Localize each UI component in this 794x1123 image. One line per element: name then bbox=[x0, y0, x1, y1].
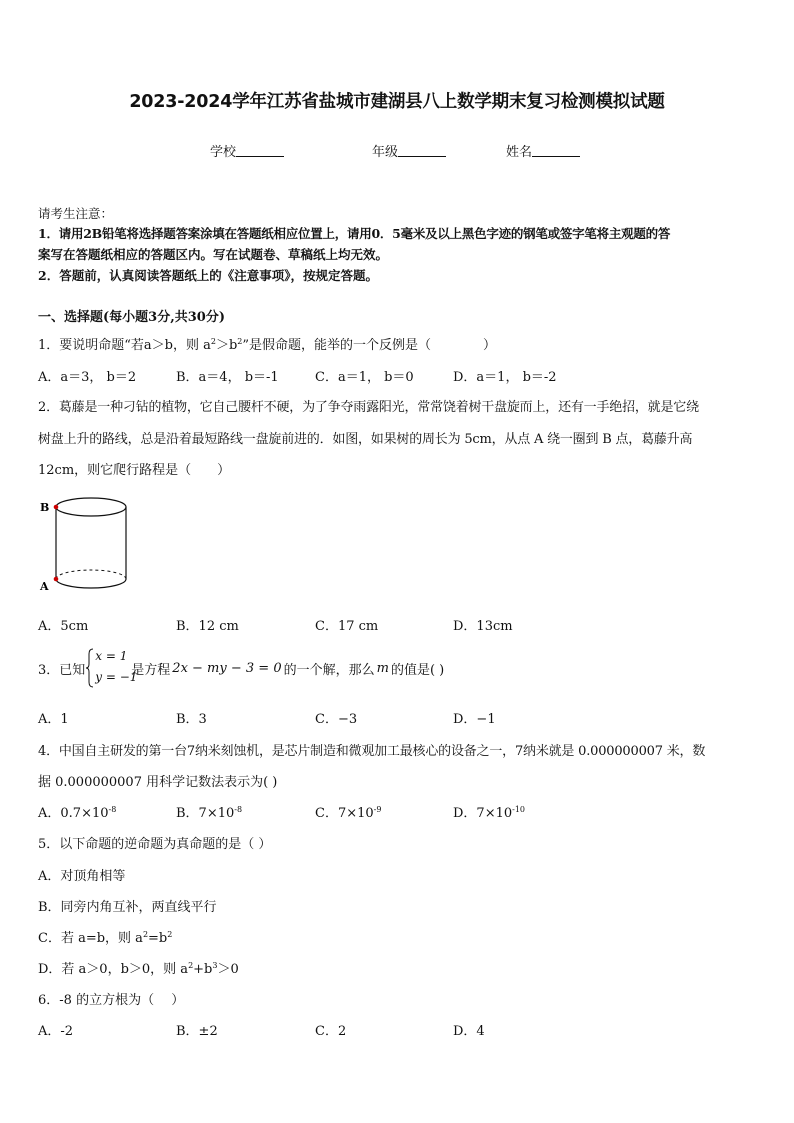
q5-option-d: D．若 a＞0，b＞0，则 $a^2+b^3>0$ bbox=[38, 961, 239, 977]
question-3-stem: 3．已知 x = 1 y = −1 是方程 2x − my − 3 = 0 的一个解，那么 m 的值是( ) bbox=[38, 647, 444, 689]
question-2-line-1: 2．葛藤是一种刁钻的植物，它自己腰杆不硬，为了争夺雨露阳光，常常饶着树干盘旋而上，还有一手绝招，就是它绕 bbox=[38, 400, 699, 415]
q2-option-b: B．12 cm bbox=[176, 619, 239, 634]
q1-option-d: D．a＝1， b＝-2 bbox=[453, 370, 557, 385]
school-label: 学校 bbox=[210, 145, 237, 160]
question-6-stem: 6．-8 的立方根为（ ） bbox=[38, 993, 185, 1008]
q4-option-b: B．$7\times 10^{-8}$ bbox=[176, 805, 243, 821]
q3-option-c: C．−3 bbox=[315, 712, 358, 727]
q5-option-a: A．对顶角相等 bbox=[38, 869, 126, 884]
question-1-stem: 1．要说明命题“若a＞b，则 $a^2>b^2$”是假命题，能举的一个反例是（ ） bbox=[38, 337, 497, 353]
cylinder-top-ellipse bbox=[56, 498, 126, 516]
point-a-marker bbox=[54, 577, 59, 582]
point-a-label: A bbox=[40, 580, 49, 593]
q1-option-c: C．a＝1， b＝0 bbox=[315, 370, 414, 385]
system-eq-2: y = −1 bbox=[95, 670, 138, 684]
q3-option-b: B．3 bbox=[176, 712, 207, 727]
q6-option-c: C．2 bbox=[315, 1024, 347, 1039]
notice-line-1b: 案写在答题纸相应的答题区内。写在试题卷、草稿纸上均无效。 bbox=[38, 247, 389, 262]
q1-option-b: B．a＝4， b＝-1 bbox=[176, 370, 279, 385]
exam-title: 2023-2024学年江苏省盐城市建湖县八上数学期末复习检测模拟试题 bbox=[129, 92, 665, 112]
cylinder-figure bbox=[36, 492, 136, 596]
equation-system bbox=[85, 648, 138, 688]
q3-option-d: D．−1 bbox=[453, 712, 496, 727]
point-b-label: B bbox=[40, 501, 50, 514]
point-b-marker bbox=[54, 505, 59, 510]
question-5-stem: 5．以下命题的逆命题为真命题的是（ ） bbox=[38, 837, 272, 852]
section-1-heading: 一、选择题(每小题3分,共30分) bbox=[38, 310, 225, 325]
q4-option-a: A．$0.7\times 10^{-8}$ bbox=[38, 805, 117, 821]
question-4-line-2: 据 0.000000007 用科学记数法表示为( ) bbox=[38, 775, 278, 790]
q5-option-c: C．若 a=b，则 $a^2=b^2$ bbox=[38, 930, 173, 946]
notice-line-1a: 1．请用2B铅笔将选择题答案涂填在答题纸相应位置上，请用0．5毫米及以上黑色字迹的钢笔或签字笔将主观题的答 bbox=[38, 226, 671, 241]
q3-option-a: A．1 bbox=[38, 712, 69, 727]
system-eq-1: x = 1 bbox=[95, 649, 128, 663]
q2-option-a: A．5cm bbox=[38, 619, 89, 634]
grade-blank bbox=[398, 145, 446, 157]
equation: 2x − my − 3 = 0 bbox=[172, 660, 282, 676]
grade-label: 年级 bbox=[372, 145, 399, 160]
question-2-line-2: 树盘上升的路线，总是沿着最短路线一盘旋前进的．如图，如果树的周长为 5cm，从点 A 绕一圈到 B 点，葛藤升高 bbox=[38, 432, 693, 447]
q2-option-d: D．13cm bbox=[453, 619, 513, 634]
q2-option-c: C．17 cm bbox=[315, 619, 379, 634]
grade-field bbox=[372, 141, 446, 160]
q4-option-d: D．$7\times 10^{-10}$ bbox=[453, 805, 526, 821]
question-2-line-3: 12cm，则它爬行路程是（ ） bbox=[38, 463, 231, 478]
cylinder-bottom-front bbox=[56, 579, 126, 588]
cylinder-bottom-back bbox=[56, 570, 126, 579]
q6-option-a: A．-2 bbox=[38, 1024, 74, 1039]
brace-icon bbox=[85, 648, 95, 688]
q1-option-a: A．a＝3， b＝2 bbox=[38, 370, 137, 385]
school-blank bbox=[236, 145, 284, 157]
q6-option-b: B．±2 bbox=[176, 1024, 218, 1039]
name-label: 姓名 bbox=[506, 145, 533, 160]
notice-heading: 请考生注意： bbox=[38, 206, 114, 221]
question-4-line-1: 4．中国自主研发的第一台7纳米刻蚀机，是芯片制造和微观加工最核心的设备之一，7纳米就是 0.000000007 米，数 bbox=[38, 744, 706, 759]
notice-line-2: 2．答题前，认真阅读答题纸上的《注意事项》，按规定答题。 bbox=[38, 268, 378, 283]
name-blank bbox=[532, 145, 580, 157]
q4-option-c: C．$7\times 10^{-9}$ bbox=[315, 805, 382, 821]
q6-option-d: D．4 bbox=[453, 1024, 485, 1039]
q5-option-b: B．同旁内角互补，两直线平行 bbox=[38, 900, 217, 915]
school-field bbox=[210, 141, 284, 160]
name-field bbox=[506, 141, 580, 160]
